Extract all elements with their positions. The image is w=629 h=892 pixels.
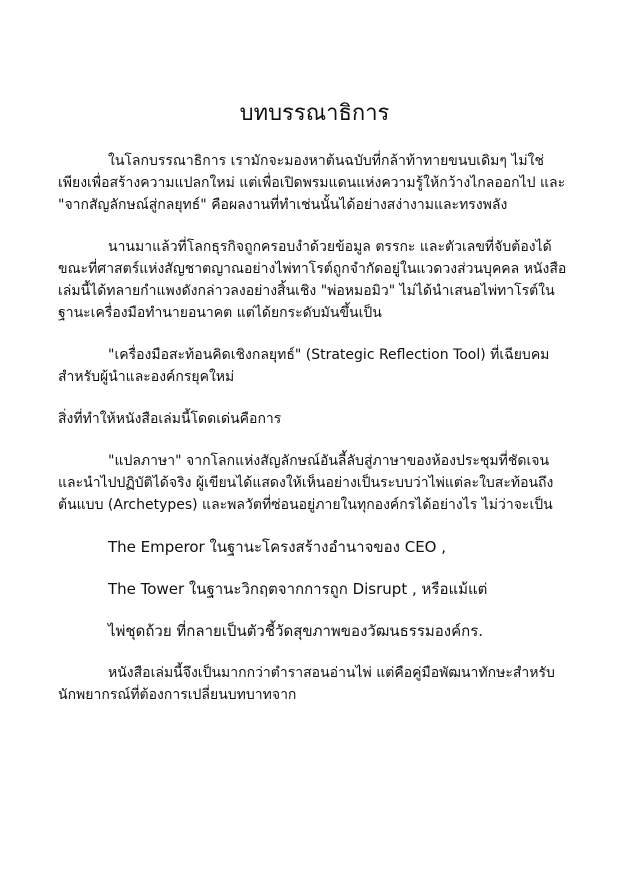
page-title: บทบรรณาธิการ xyxy=(239,101,390,126)
paragraph-translation: "แปลภาษา" จากโลกแห่งสัญลักษณ์อันลี้ลับสู่ภาษาของห้องประชุมที่ชัดเจนและนำไปปฏิบัติได้จริง ผู้เขียนได้แสดงให้เห็นอย่างเป็นระบบว่าไพ่แต่ละใบสะท้อนถึงต้นแบบ (Archetypes) และพลวัตที่ซ่อนอยู่ภายในทุกองค์กรได้อย่างไร ไม่ว่าจะเป็น xyxy=(58,453,554,513)
example-emperor: The Emperor ในฐานะโครงสร้างอำนาจของ CEO , xyxy=(108,538,447,556)
example-cups: ไพ่ชุดถ้วย ที่กลายเป็นตัวชี้วัดสุขภาพของวัฒนธรรมองค์กร. xyxy=(108,622,484,640)
paragraph-business-world: นานมาแล้วที่โลกธุรกิจถูกครอบงำด้วยข้อมูล ตรรกะ และตัวเลขที่จับต้องได้ ขณะที่ศาสตร์แห่งสัญชาตญาณอย่างไพ่ทาโรต์ถูกจำกัดอยู่ในแวดวงส่วนบุคคล หนังสือเล่มนี้ได้ทลายกำแพงดังกล่าวลงอย่างสิ้นเชิง "พ่อหมอมิว" ไม่ได้นำเสนอไพ่ทาโรต์ในฐานะเครื่องมือทำนายอนาคต แต่ได้ยกระดับมันขึ้นเป็น xyxy=(58,239,567,321)
paragraph-conclusion: หนังสือเล่มนี้จึงเป็นมากกว่าตำราสอนอ่านไพ่ แต่คือคู่มือพัฒนาทักษะสำหรับนักพยากรณ์ที่ต้องการเปลี่ยนบทบาทจาก xyxy=(58,665,555,703)
paragraph-strategic-tool: "เครื่องมือสะท้อนคิดเชิงกลยุทธ์" (Strategic Reflection Tool) ที่เฉียบคมสำหรับผู้นำและองค์กรยุคใหม่ xyxy=(58,347,550,385)
paragraph-highlight-lead: สิ่งที่ทำให้หนังสือเล่มนี้โดดเด่นคือการ xyxy=(58,411,282,427)
example-tower: The Tower ในฐานะวิกฤตจากการถูก Disrupt , หรือแม้แต่ xyxy=(108,580,488,598)
paragraph-intro: ในโลกบรรณาธิการ เรามักจะมองหาต้นฉบับที่กล้าท้าทายขนบเดิมๆ ไม่ใช่เพียงเพื่อสร้างความแปลกใหม่ แต่เพื่อเปิดพรมแดนแห่งความรู้ให้กว้างไกลออกไป และ "จากสัญลักษณ์สู่กลยุทธ์" คือผลงานที่ทำเช่นนั้นได้อย่างสง่างามและทรงพลัง xyxy=(58,153,566,213)
